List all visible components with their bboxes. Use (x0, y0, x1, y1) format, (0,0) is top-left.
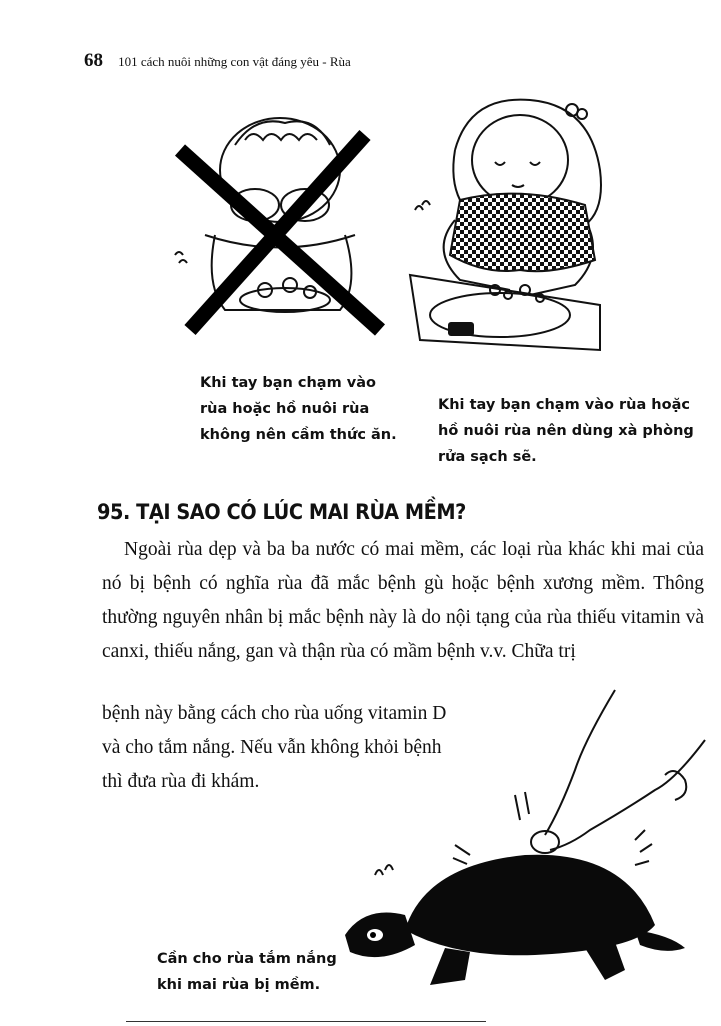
turtle-caption: Cần cho rùa tắm nắng khi mai rùa bị mềm. (157, 951, 337, 993)
turtle-illustration (335, 680, 715, 1020)
section-heading: 95. TẠI SAO CÓ LÚC MAI RÙA MỀM? (97, 500, 466, 524)
wrong-practice-illustration (165, 85, 395, 355)
page-header (84, 50, 644, 80)
body-paragraph-2: bệnh này bằng cách cho rùa uống vitamin D và cho tắm nắng. Nếu vẫn không khỏi bệnh thì đưa rùa đi khám. (102, 703, 447, 792)
bottom-rule (126, 1021, 486, 1022)
right-practice-caption: Khi tay bạn chạm vào rùa hoặc hồ nuôi rùa nên dùng xà phòng rửa sạch sẽ. (438, 397, 694, 465)
right-practice-illustration (400, 90, 615, 360)
page-number: 68 (84, 50, 103, 71)
running-title: 101 cách nuôi những con vật đáng yêu - Rùa (118, 54, 351, 69)
body-paragraph-1: Ngoài rùa dẹp và ba ba nước có mai mềm, các loại rùa khác khi mai của nó bị bệnh có nghĩa rùa đã mắc bệnh gù hoặc bệnh xương mềm. Thông thường nguyên nhân bị mắc bệnh này là do nội tạng của rùa thiếu vitamin và canxi, thiếu nắng, gan và thận rùa có mầm bệnh v.v. Chữa trị (102, 539, 704, 662)
wrong-practice-caption: Khi tay bạn chạm vào rùa hoặc hồ nuôi rùa không nên cầm thức ăn. (200, 375, 397, 443)
